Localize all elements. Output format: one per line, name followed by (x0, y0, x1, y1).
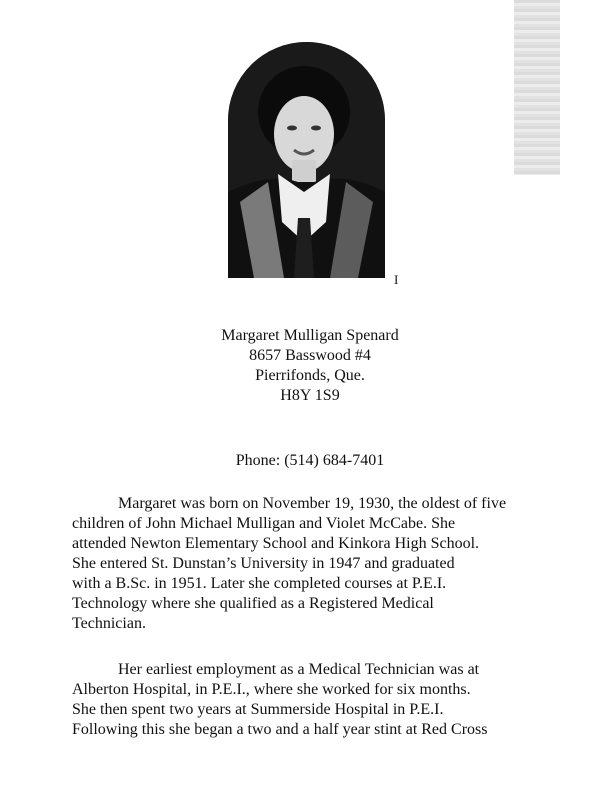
bio-line: She then spent two years at Summerside Hospital in P.E.I. (72, 701, 444, 718)
page-marker: I (394, 272, 399, 287)
bio-line: with a B.Sc. in 1951. Later she completed courses at P.E.I. (72, 575, 447, 592)
address-block (0, 326, 600, 406)
scan-artifact (514, 0, 560, 175)
bio-line: attended Newton Elementary School and Kinkora High School. (72, 535, 480, 552)
portrait-photo (228, 42, 385, 278)
bio-line: Technology where she qualified as a Registered Medical (72, 595, 434, 612)
bio-line: Alberton Hospital, in P.E.I., where she worked for six months. (72, 681, 471, 698)
city: Pierrifonds, Que. (255, 367, 365, 384)
bio-line: Margaret was born on November 19, 1930, the oldest of five (118, 495, 507, 512)
postal-code: H8Y 1S9 (280, 387, 340, 404)
person-name: Margaret Mulligan Spenard (221, 327, 399, 344)
bio-paragraph-2 (72, 660, 592, 740)
phone-number: Phone: (514) 684-7401 (235, 452, 385, 469)
bio-line: Following this she began a two and a half year stint at Red Cross (72, 721, 488, 738)
bio-line: children of John Michael Mulligan and Violet McCabe. She (72, 515, 456, 532)
street-address: 8657 Basswood #4 (249, 347, 371, 364)
bio-paragraph-1 (72, 494, 592, 634)
bio-line: Technician. (72, 615, 146, 632)
bio-line: She entered St. Dunstan’s University in 1947 and graduated (72, 555, 455, 572)
bio-line: Her earliest employment as a Medical Technician was at (118, 661, 480, 678)
